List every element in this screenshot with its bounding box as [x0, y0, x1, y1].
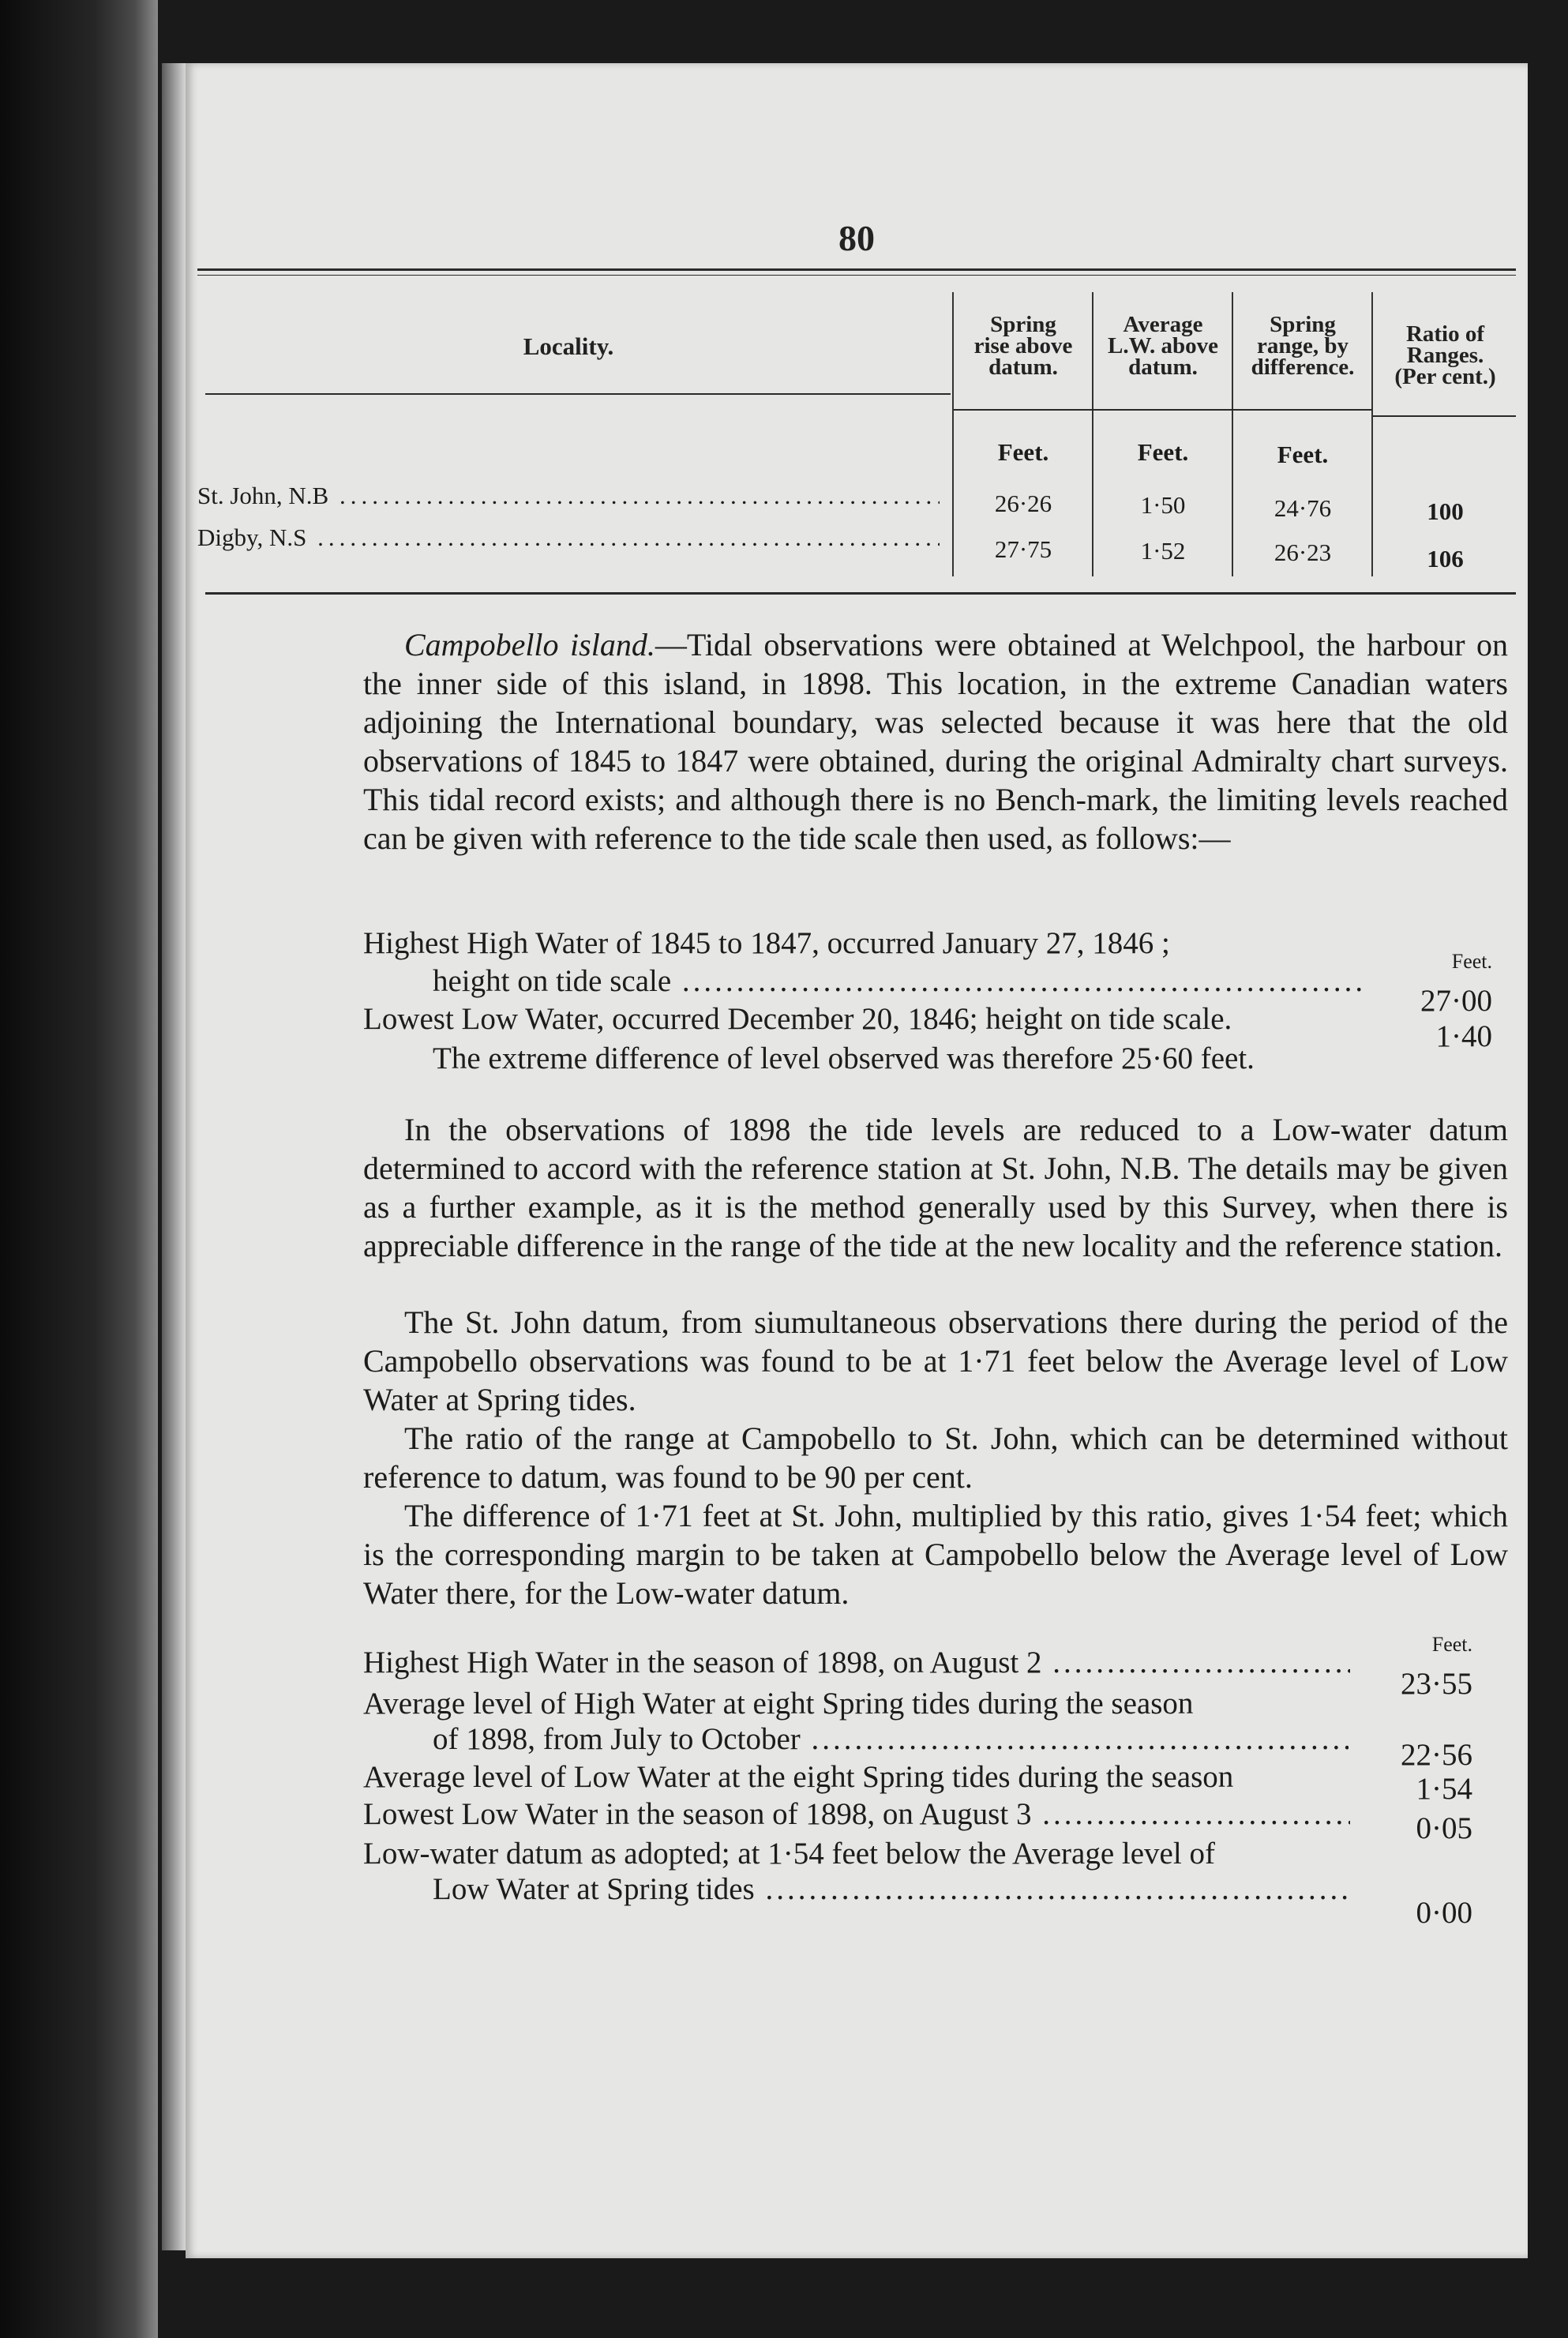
campobello-paragraph — [363, 625, 1508, 858]
paragraph-text: In the observations of 1898 the tide levels are reduced to a Low-water datum determined to accord with the reference station at St. John, N.B. The details may be given as a further example, as it is the method generally used by this Survey, when there is appreciable difference in the range of the tide at the new locality and the reference station. — [363, 1112, 1508, 1263]
col-divider — [1092, 292, 1093, 576]
col-divider — [1232, 292, 1233, 576]
paragraph — [363, 1303, 1508, 1419]
season-item: Average level of High Water at eight Spring tides during the season — [363, 1687, 1194, 1721]
paragraph-text: The difference of 1·71 feet at St. John, multiplied by this ratio, gives 1·54 feet; which is the corresponding margin to be taken at Campobello below the Average level of Low Water there, for the Low-water datum. — [363, 1498, 1508, 1611]
header-line: datum. — [1128, 355, 1198, 380]
season-value: 0·00 — [1416, 1896, 1472, 1930]
header-spring-rise — [955, 314, 1091, 378]
header-line: rise above — [973, 333, 1073, 358]
season-item-cont: of 1898, from July to October ..... — [433, 1721, 1349, 1758]
season-item-cont: Low Water at Spring tides ..... — [433, 1871, 1349, 1908]
paragraph-text: The ratio of the range at Campobello to St. John, which can be determined without reference to datum, was found to be 90 per cent. — [363, 1420, 1508, 1495]
season-value: 22·56 — [1401, 1738, 1472, 1772]
header-line: L.W. above — [1108, 333, 1218, 358]
header-ratio — [1375, 321, 1516, 389]
paragraph-text: The St. John datum, from siumultaneous observations there during the period of the Campobello observations was found to be at 1·71 feet below the Average level of Low Water at Spring tides. — [363, 1304, 1508, 1417]
old-highest-value: 27·00 — [1420, 984, 1492, 1018]
unit-label: Feet. — [1137, 438, 1189, 466]
header-line: Ranges. — [1406, 343, 1484, 368]
header-rule — [1373, 415, 1516, 417]
header-line: difference. — [1251, 355, 1355, 380]
paragraph — [363, 1110, 1508, 1265]
header-line: Spring — [1270, 312, 1336, 337]
old-difference-line: The extreme difference of level observed was therefore 25·60 feet. — [433, 1041, 1255, 1075]
cell-spring-range: 24·76 — [1274, 494, 1332, 522]
paragraph — [363, 1496, 1508, 1612]
season-item: Highest High Water in the season of 1898, on August 2 ..... — [363, 1645, 1350, 1681]
header-average-lw — [1095, 314, 1231, 378]
season-item: Lowest Low Water in the season of 1898, on August 3 ..... — [363, 1796, 1350, 1833]
section-heading: Campobello island. — [404, 627, 655, 662]
old-lowest-value: 1·40 — [1435, 1019, 1492, 1053]
season-value: 0·05 — [1416, 1811, 1472, 1845]
season-item: Low-water datum as adopted; at 1·54 feet below the Average level of — [363, 1837, 1215, 1871]
row-locality: Digby, N.S ..... — [197, 524, 940, 552]
header-line: Spring — [990, 312, 1056, 337]
feet-label: Feet. — [1451, 950, 1492, 973]
header-rule — [954, 409, 1372, 411]
header-rule — [205, 393, 951, 395]
cell-average-lw: 1·50 — [1140, 491, 1186, 519]
season-value: 1·54 — [1416, 1772, 1472, 1806]
header-line: Average — [1123, 312, 1203, 337]
old-highest-line: Highest High Water of 1845 to 1847, occurred January 27, 1846 ; — [363, 926, 1170, 960]
book-binding — [0, 0, 158, 2338]
old-lowest-line: Lowest Low Water, occurred December 20, 1846; height on tide scale. — [363, 1002, 1232, 1036]
tidal-comparison-table — [197, 261, 1516, 608]
paragraph-text: —Tidal observations were obtained at Welchpool, the harbour on the inner side of this island, in 1898. This location, in the extreme Canadian waters adjoining the International boundary, was selected because it was here that the old observations of 1845 to 1847 were obtained, during the original Admiralty chart surveys. This tidal record exists; and although there is no Bench-mark, the limiting levels reached can be given with reference to the tide scale then used, as follows:— — [363, 627, 1508, 856]
header-locality: Locality. — [523, 332, 614, 360]
page-number: 80 — [838, 218, 875, 258]
cell-spring-rise: 26·26 — [994, 490, 1052, 517]
header-line: (Per cent.) — [1394, 364, 1496, 389]
cell-average-lw: 1·52 — [1140, 537, 1186, 565]
col-divider — [1371, 292, 1373, 576]
header-line: datum. — [988, 355, 1058, 380]
col-divider — [952, 292, 954, 576]
old-highest-line-2: height on tide scale ..... — [433, 963, 1364, 1000]
table-bottom-rule — [205, 592, 1516, 595]
cell-spring-range: 26·23 — [1274, 539, 1332, 566]
header-line: Ratio of — [1405, 321, 1485, 347]
unit-label: Feet. — [997, 438, 1049, 466]
header-line: range, by — [1257, 333, 1349, 358]
cell-ratio: 100 — [1427, 497, 1464, 525]
cell-ratio: 106 — [1427, 545, 1464, 572]
row-locality: St. John, N.B ..... — [197, 482, 940, 510]
cell-spring-rise: 27·75 — [994, 535, 1052, 563]
paragraph — [363, 1419, 1508, 1496]
season-item: Average level of Low Water at the eight Spring tides during the season — [363, 1760, 1234, 1794]
table-top-rule-thin — [197, 275, 1516, 276]
feet-label: Feet. — [1431, 1633, 1472, 1656]
header-spring-range — [1235, 314, 1371, 378]
season-value: 23·55 — [1401, 1667, 1472, 1701]
unit-label: Feet. — [1277, 441, 1329, 468]
table-top-rule — [197, 268, 1516, 271]
